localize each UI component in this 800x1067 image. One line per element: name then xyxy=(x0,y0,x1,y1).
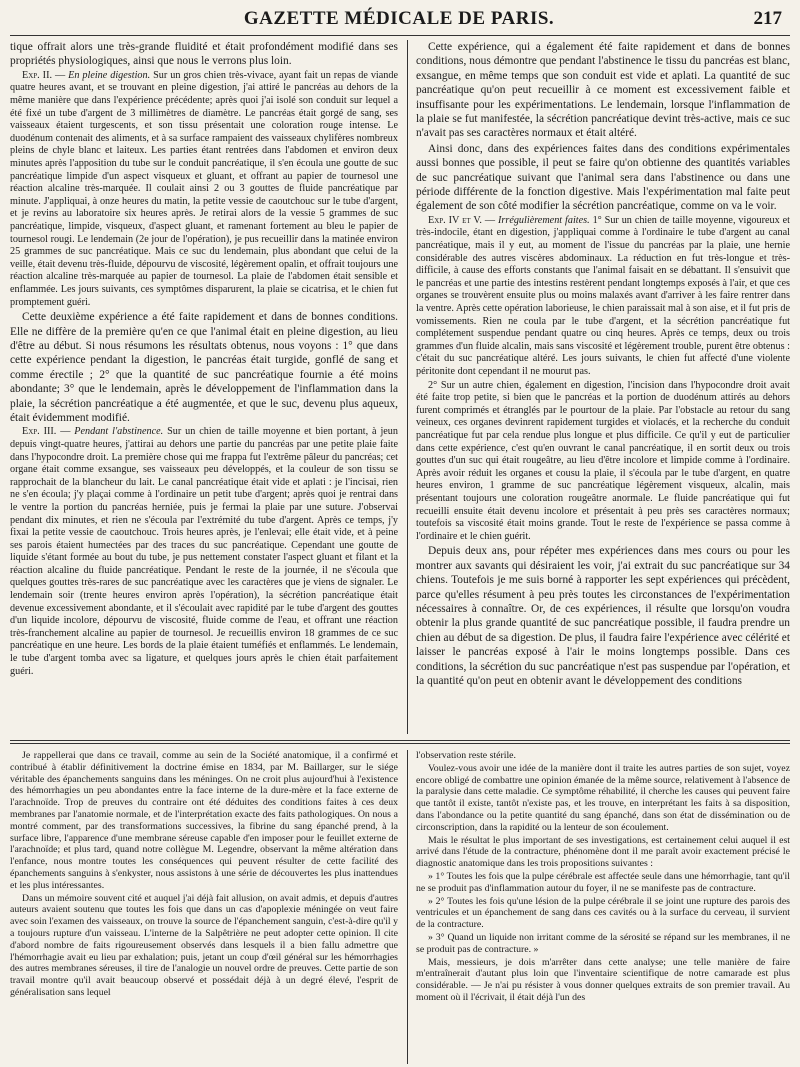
page-number: 217 xyxy=(753,8,782,29)
paragraph-text: Dans un mémoire souvent cité et auquel j'ai déjà fait allusion, on avait admis, et depuis d'autres auteurs avaient soutenu que toutes les fois que dans un cas d'apoplexie méningée on veut faire avec soin l'examen des vaisseaux, on trouve la source de l'épanchement sanguin, c'est-à-dire qu'il y a toujours rupture d'un vaisseau. L'interne de la Salpêtrière ne peut adopter cette opinion. Il cite d'abord nombre de faits rigoureusement observés dans lesquels il a bien fallu admettre que l'hémorrhagie avait eu lieu par exhalation; puis, jetant un coup d'œil général sur les hémorrhagies des autres membranes séreuses, il tire de l'analogie un nouvel ordre de preuves. Cette partie de son travail montre qu'il avait beaucoup observé et possédait déjà à un degré élevé, l'esprit de généralisation sans lequel xyxy=(10,892,398,998)
paragraph-text: Sur un gros chien très-vivace, ayant fait un repas de viande quatre heures avant, et se trouvant en pleine digestion, j'ai attiré le pancréas au dehors de la même manière que dans l'expérience précédente; après quoi j'ai isolé son conduit sur lequel a été fixé un tube d'argent de 3 millimètres de diamètre. Le pancréas était gorgé de sang, ses vaisseaux étaient turgescents, et son tissu présentait une coloration rouge intense. Le duodénum contenait des aliments, et à sa surface rampaient des vaisseaux chylifères nombreux pleins de chyle blanc et laiteux. Les parties étant rentrées dans l'abdomen et environ deux minutes après l'apposition du tube sur le conduit pancréatique, il s'en écoula une goutte de suc pancréatique limpide d'un aspect visqueux et gluant, et offrant au papier de tournesol une réaction alcaline très-marquée. Il coulait ainsi 2 ou 3 gouttes de fluide pancréatique par minute. J'appliquai, à onze heures du matin, la petite vessie de caoutchouc sur le tube d'argent, et je revins au laboratoire six heures après. Je retirai alors de la vessie 5 grammes de suc pancréatique, limpide, visqueux, d'aspect gluant, et ramenant fortement au bleu le papier de tournesol rougi. Le lendemain (2e jour de l'opération), je pus recueillir dans la matinée environ 25 grammes de suc pancréatique. Mais ce suc du lendemain, plus abondant que celui de la veille, était devenu très-fluide, dépourvu de viscosité, légèrement opalin, et offrait toujours une réaction alcaline très-marquée au papier de tournesol. La plaie de l'abdomen était sensible et enflammée. Les jours suivants, ces symptômes disparurent, la plaie se cicatrisa, et le chien fut promptement guéri. xyxy=(10,69,398,308)
experiment-label: Exp. III. — xyxy=(22,426,75,438)
bottom-left-column xyxy=(10,750,398,1064)
paragraph-text: l'observation reste stérile. xyxy=(416,750,516,761)
journal-title: GAZETTE MÉDICALE DE PARIS. xyxy=(243,8,555,29)
paragraph-text: 1° Sur un chien de taille moyenne, vigoureux et très-indocile, étant en digestion, j'appliquai comme à l'ordinaire le tube d'argent au canal pancréatique, mais il y eut, au moment de l'issue du pancréas par la plaie, une hernie considérable des autres viscères abdominaux. La réduction en fut très-longue et très-difficile, à cause des efforts constants que l'animal faisait en se débattant. Il s'ensuivit que le pancréas et une partie des intestins restèrent pendant longtemps exposés à l'air, et que ces organes se trouvèrent ensuite plus ou moins malaxés avant d'arriver à les faire rentrer dans la ventre. Après cette opération laborieuse, le chien paraissait mal à son aise, et il fut pris de vomissements. Rien ne coula par le tube d'argent, et la sécrétion pancréatique fut complétement suspendue pendant quatre ou cinq heures. Après ce temps, deux ou trois grammes d'un fluide alcalin, mais sans viscosité et légèrement trouble, purent être obtenus : c'était du suc pancréatique altéré. Les jours suivants, le chien fut affecté d'une violente péritonite dont cependant il ne mourut pas. xyxy=(416,214,790,377)
paragraph-text: » 3° Quand un liquide non irritant comme de la sérosité se répand sur les membranes, il ne se produit pas de contracture. » xyxy=(416,931,790,955)
paragraph xyxy=(416,896,790,931)
paragraph-text: » 2° Toutes les fois qu'une lésion de la pulpe cérébrale il se joint une rupture des parois des ventricules et un épanchement de sang dans ces cavités ou à la surface du cerveau, il survient de la contracture. xyxy=(416,895,790,931)
paragraph xyxy=(416,750,790,762)
experiment-subtitle: Irrégulièrement faites. xyxy=(498,214,590,226)
paragraph-text: 2° Sur un autre chien, également en digestion, l'incision dans l'hypocondre droit avait été faite trop petite, si bien que le pancréas et la portion de duodénum attirés au dehors furent comprimés et étranglés par le pourtour de la plaie. Par l'obstacle au retour du sang veineux, ces organes devinrent rapidement turgides et violacés, et la recherche du conduit pancréatique fut par cela rendue plus longue et plus difficile. Ce qu'il y eut de particulier dans cette expérience, c'est qu'en ouvrant le canal pancréatique, il en sortit deux ou trois gouttes d'un suc qui était rougeâtre, au lieu d'être incolore et limpide comme à l'ordinaire. Après avoir réduit les organes et cousu la plaie, il s'écoula par le tube d'argent, en quatre heures environ, 1 gramme de suc pancréatique légèrement visqueux, alcalin, mais présentant toujours une coloration rougeâtre anormale. Le fluide pancréatique qui fut recueilli ensuite était devenu incolore et présentait à peu près ses caractères normaux; toutefois sa viscosité était moins grande. Tout le reste de l'expérience se passa comme à l'ordinaire et le chien guérit. xyxy=(416,379,790,542)
paragraph-text: Je rappellerai que dans ce travail, comme au sein de la Société anatomique, il a confirmé et contribué à établir définitivement la doctrine émise en 1834, par M. Baillarger, sur le siége véritable des épanchements sanguins dans les méninges. On ne croit plus aujourd'hui à l'existence des hémorrhagies un peu abondantes entre la face interne de la dure-mère et la face externe de l'arachnoïde. Trop de preuves du contraire ont été déduites des conditions faites à ces deux membranes par l'anatomie normale, et de l'interprétation exacte des faits pathologiques. On nous a montré comment, par des transformations successives, la fibrine du sang épanché prend, à la surface libre, l'apparence d'une membrane séreuse capable d'en imposer pour le feuillet externe de l'arachnoïde; et plus tard, quand notre collègue M. Legendre, observant la même altération dans l'enfance, nous montre toutes les conséquences qui peuvent résulter de cette facilité des épanchements sanguins à s'enkyster, nous assistons à une série de découvertes les plus inattendues et les plus intéressantes. xyxy=(10,750,398,891)
paragraph xyxy=(10,40,398,69)
experiment-label: Exp. IV et V. — xyxy=(428,214,498,226)
experiment-subtitle: Pendant l'abstinence. xyxy=(74,426,164,438)
paragraph xyxy=(10,426,398,678)
paragraph-text: Mais, messieurs, je dois m'arrêter dans cette analyse; une telle manière de faire m'entraînerait d'autant plus loin que l'inventaire scientifique de notre camarade est plus considérable. — Je n'ai pu résister à vous donner quelques extraits de son premier travail. Au moment où il l'écrivait, il était déjà l'un des xyxy=(416,956,790,1003)
experiment-label: Exp. II. — xyxy=(22,69,69,81)
paragraph xyxy=(416,215,790,379)
paragraph xyxy=(10,70,398,309)
paragraph-text: Mais le résultat le plus important de ses investigations, est certainement celui auquel il est arrivé dans l'étude de la contracture, phénomène dont il me paraît avoir exactement précisé le diagnostic anatomique dans les trois propositions suivantes : xyxy=(416,834,790,870)
paragraph-text: Sur un chien de taille moyenne et bien portant, à jeun depuis vingt-quatre heures, j'attirai au dehors une partie du pancréas par une petite plaie faite dans l'hypocondre droit. La première chose qui me frappa fut l'extrême pâleur du pancréas; cet organe était comme exsangue, ses vaisseaux peu développés, et la couleur de son tissu se rapprochait de la blancheur du lait. Le canal pancréatique était vide et aplati : je l'incisai, rien ne s'en écoula; j'y plaçai comme à l'ordinaire un petit tube d'argent; après quoi je rentrai dans le ventre la portion du pancréas herniée, puis je fermai la plaie par une suture. J'observai pendant dix minutes, et rien ne s'écoula par l'extrémité du tube d'argent. Après ce temps, j'y fixai la petite vessie de caoutchouc. Trois heures après, je l'enlevai; elle était vide, et à peine ses parois étaient humectées par des traces du suc pancréatique. Cependant une goutte de liquide s'étant formée au bout du tube, je pus nettement constater l'aspect gluant et filant et la réaction alcaline du fluide pancréatique. Pendant le reste de la journée, il ne s'écoula que quelques gouttes très-rares de suc pancréatique avec les caractères que je viens de signaler. Le lendemain soir (trente heures environ après l'opération), la sécrétion pancréatique était devenue excessivement abondante, et il s'écoulait avec rapidité par le tube d'argent des gouttes d'un liquide incolore, dépourvu de viscosité, fluide comme de l'eau, et offrant une réaction très-franchement alcaline au papier de tournesol. Je recueillis environ 18 grammes de ce suc pancréatique en une heure. Les bords de la plaie étaient tuméfiés et enflammés. Le lendemain, le tube d'argent tomba avec sa ligature, et quelques jours après le chien était parfaitement guéri. xyxy=(10,426,398,677)
paragraph-text: tique offrait alors une très-grande fluidité et était profondément modifié dans ses propriétés physiologiques, ainsi que nous le verrons plus loin. xyxy=(10,41,398,68)
paragraph xyxy=(416,763,790,834)
paragraph-text: Voulez-vous avoir une idée de la manière dont il traite les autres parties de son sujet, voyez encore obligé de combattre une opinion émanée de la même source, relativement à l'absence de la paralysie dans cette maladie. Ce symptôme réhabilité, il cherche les causes qui peuvent faire que tantôt il existe, tantôt n'existe pas, et les trouve, en interprétant les faits à sa disposition, dans l'abondance ou la petite quantité du sang épanché, dans son état de dissémination ou de circonscription, dans la rapidité ou la lenteur de son écoulement. xyxy=(416,762,790,833)
column-divider-bottom xyxy=(407,750,408,1064)
paragraph xyxy=(416,932,790,956)
paragraph-text: » 1° Toutes les fois que la pulpe cérébrale est affectée seule dans une hémorrhagie, tant qu'il ne se produit pas d'inflammation autour du foyer, il ne se manifeste pas de contracture. xyxy=(416,870,790,894)
paragraph-text: Ainsi donc, dans des expériences faites dans des conditions expérimentales aussi bonnes que possible, il peut se faire qu'on obtienne des quantités variables de suc pancréatique suivant que l'animal sera dans l'abstinence ou dans une période différente de la fonction digestive. Mais l'expérimentation mal faite peut également de son côté modifier la sécrétion pancréatique, comme on va le voir. xyxy=(416,142,790,213)
experiment-subtitle: En pleine digestion. xyxy=(68,69,151,81)
bottom-right-column xyxy=(416,750,790,1064)
paragraph xyxy=(416,871,790,895)
paragraph xyxy=(416,957,790,1004)
page-header xyxy=(10,4,788,34)
paragraph xyxy=(416,835,790,870)
section-rule-double xyxy=(10,743,790,744)
paragraph xyxy=(10,893,398,999)
header-rule xyxy=(10,35,790,36)
paragraph xyxy=(416,380,790,544)
paragraph xyxy=(416,544,790,688)
column-divider xyxy=(407,40,408,734)
section-rule xyxy=(10,740,790,741)
top-left-column xyxy=(10,40,398,734)
paragraph xyxy=(416,142,790,214)
paragraph-text: Depuis deux ans, pour répéter mes expériences dans mes cours ou pour les montrer aux savants qui désiraient les voir, j'ai extrait du suc pancréatique sur 34 chiens. Toutefois je me suis borné à rapporter les sept expériences qui précèdent, parce qu'elles résument à peu près toutes les circonstances de l'expérimentation nécessaires à connaître. Or, de ces expériences, il résulte que lorsqu'on voudra obtenir la plus grande quantité de suc pancréatique possible, il faudra prendre un chien au début de sa digestion. De plus, il faudra faire l'expérience avec célérité et laisser le pancréas exposé à l'air le moins longtemps possible. Dans ces conditions, la sécrétion du suc pancréatique n'est pas suspendue par l'opération, et la quantité qu'on peut en obtenir avant le développement des conditions xyxy=(416,545,790,687)
paragraph xyxy=(10,310,398,425)
top-right-column xyxy=(416,40,790,734)
paragraph xyxy=(10,750,398,892)
paragraph xyxy=(416,40,790,141)
paragraph-text: Cette expérience, qui a également été faite rapidement et dans de bonnes conditions, nous démontre que pendant l'abstinence le tissu du pancréas est blanc, exsangue, en même temps que son conduit est vide et aplati. La quantité de suc pancréatique qu'on peut recueillir à ce moment est excessivement faible et insuffisante pour les expérimentations. Le lendemain, lorsque l'inflammation de la plaie se fut manifestée, la sécrétion pancréatique devint très-active, mais ce suc n'avait pas ses caractères normaux et était altéré. xyxy=(416,41,790,140)
paragraph-text: Cette deuxième expérience a été faite rapidement et dans de bonnes conditions. Elle ne diffère de la première qu'en ce que l'animal était en pleine digestion, au lieu d'être au début. Si nous résumons les résultats obtenus, nous voyons : 1° que dans cette expérience pendant la digestion, le pancréas était turgide, gonflé de sang et comme érectile ; 2° que la quantité de suc pancréatique fournie a été moins abondante; 3° que le lendemain, après le développement de l'inflammation dans la plaie, la sécrétion pancréatique a été augmentée, et que le suc, devenu plus aqueux, était évidemment modifié. xyxy=(10,311,398,424)
